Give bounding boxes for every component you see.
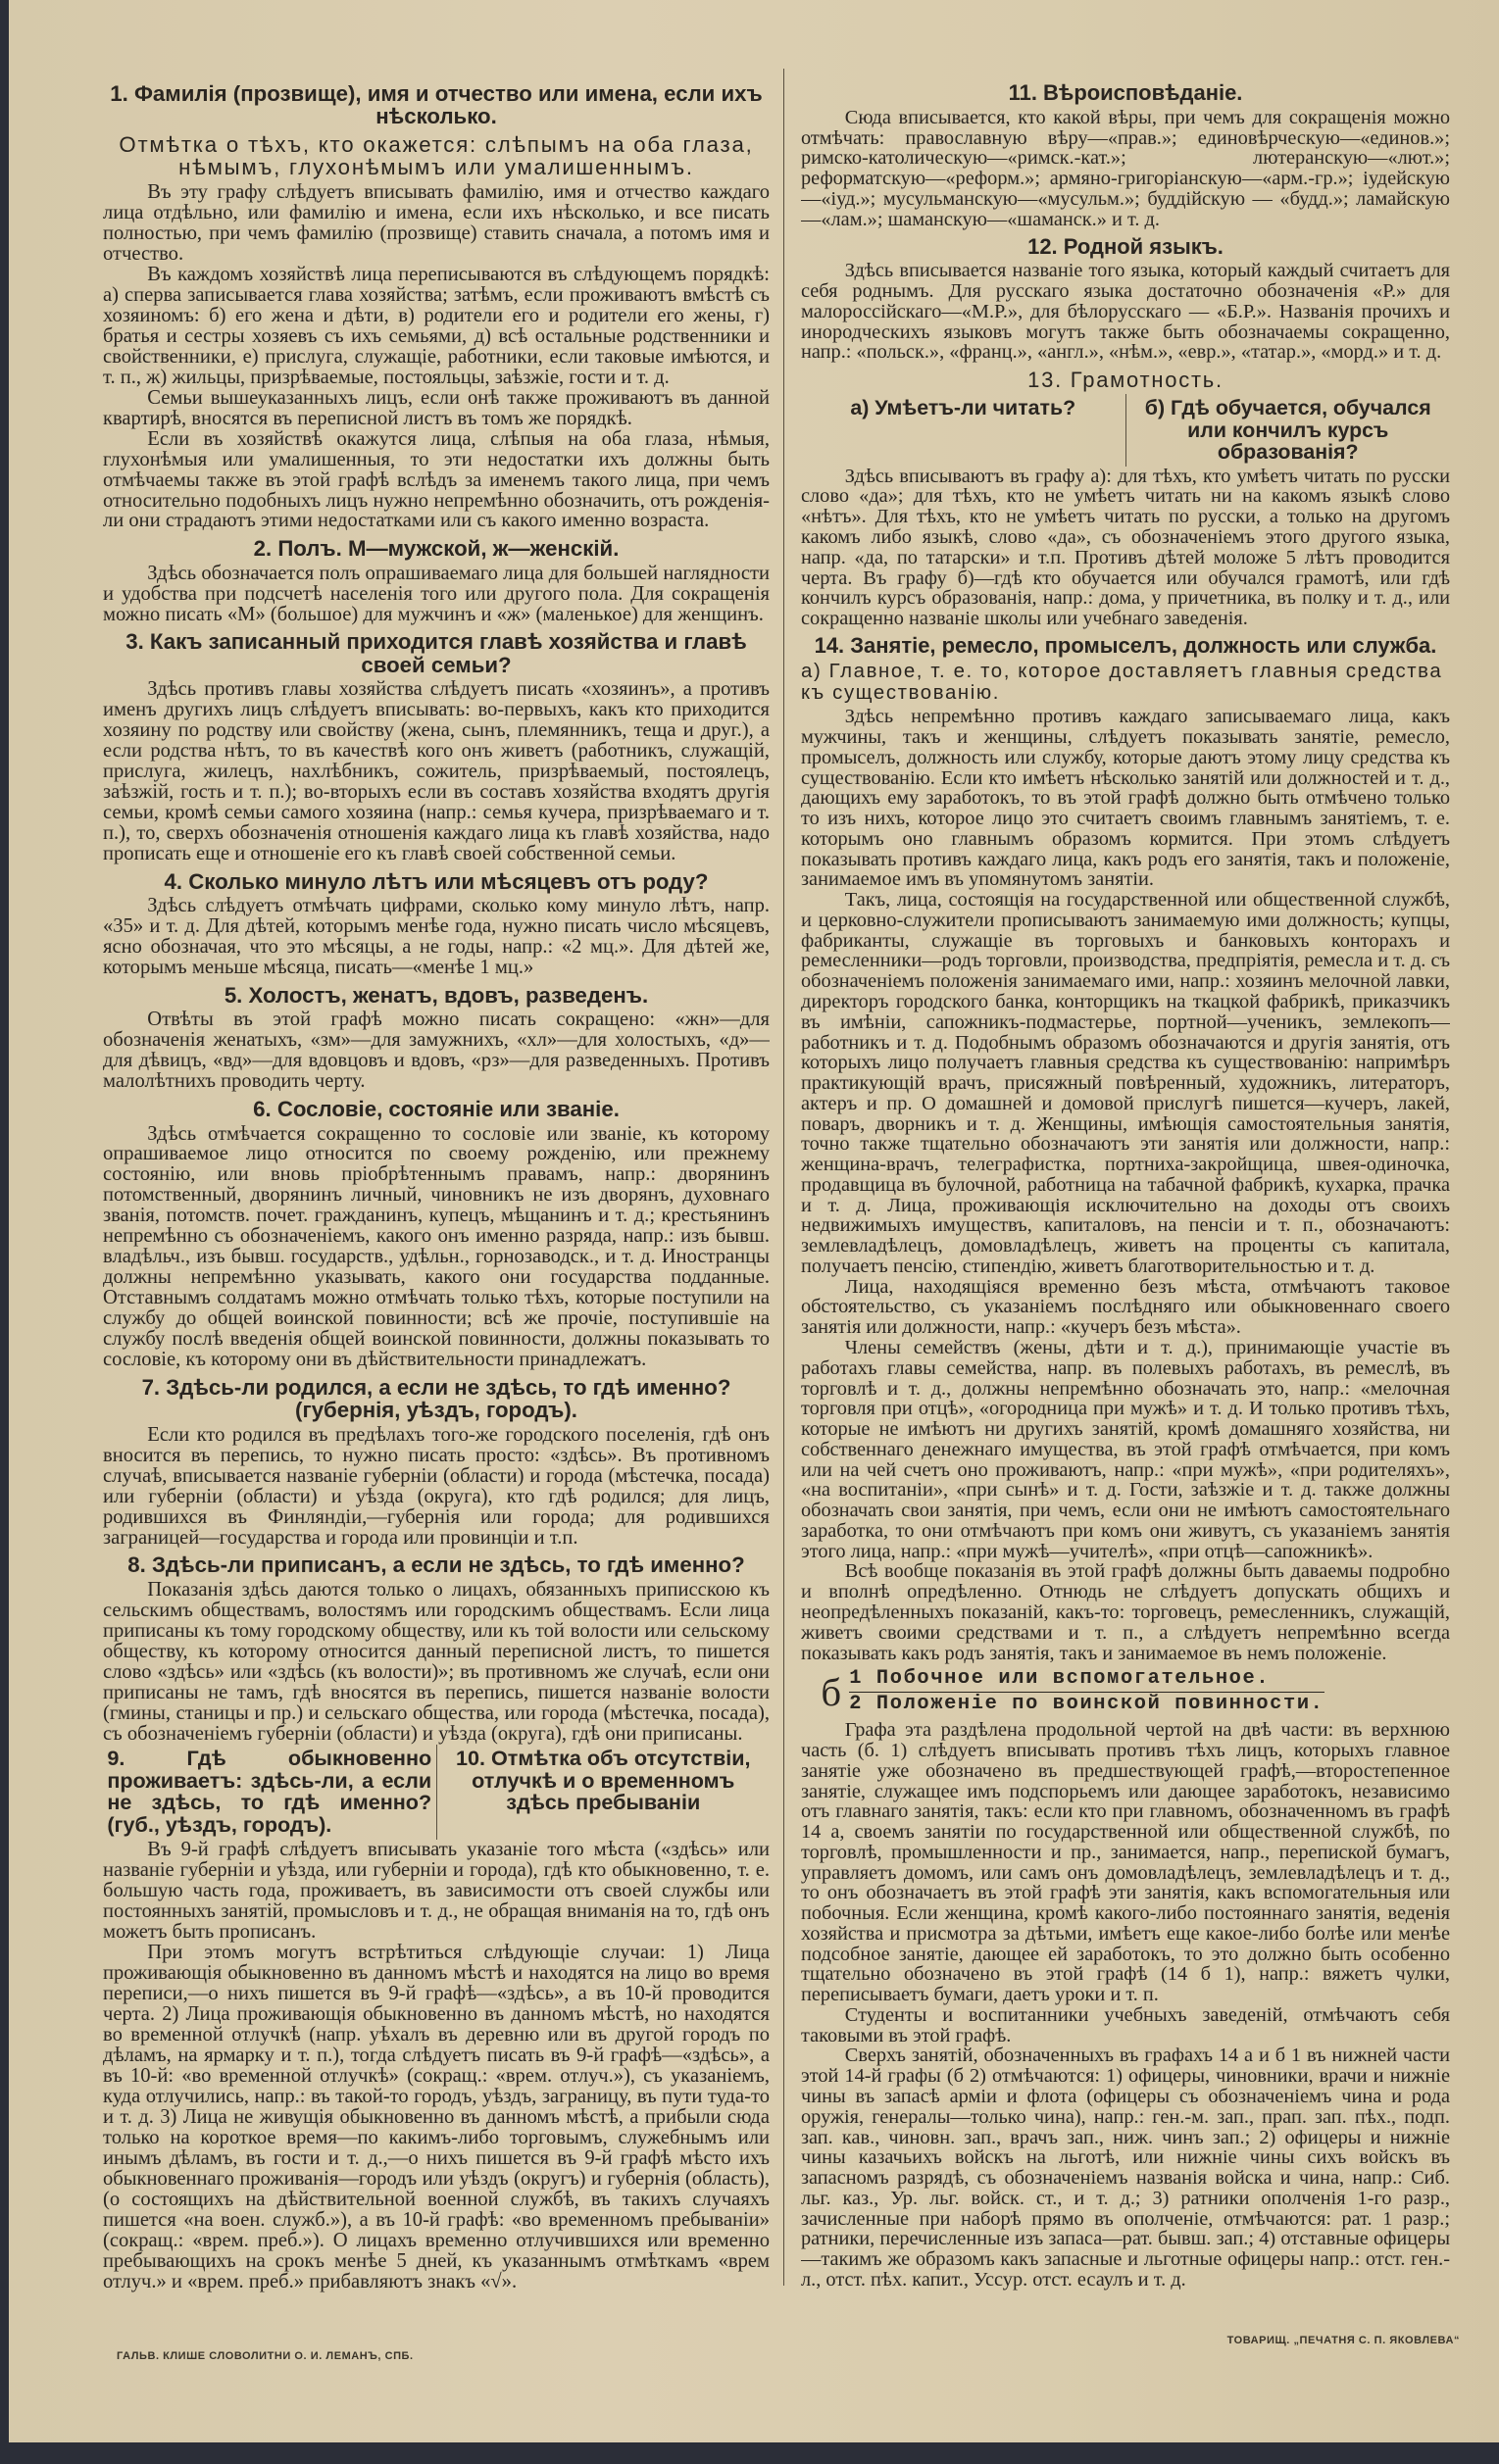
section-12-title: 12. Родной языкъ. bbox=[1027, 233, 1224, 259]
paragraph: Здѣсь противъ главы хозяйства слѣдуетъ писать «хозяинъ», а противъ именъ другихъ лицъ слѣдуетъ вписывать: во-первыхъ, какъ кто приходится хозяину по родству или свойству (жена, сынъ, племянникъ, теща и друг.), а если родства нѣтъ, то въ качествѣ кого онъ живетъ (работникъ, служащій, прислуга, жилецъ, нахлѣбникъ, сожитель, призрѣваемый, постоялецъ, заѣзжій, гость и т. п.); во-вторыхъ если въ составъ хозяйства входятъ другія семьи, кромѣ семьи самого хозяина (напр.: семья кучера, призрѣваемаго и т. п.), то, сверхъ обозначенія отношенія каждаго лица къ главѣ хозяйства, надо прописать еще и отношеніе его къ главѣ своей собственной семьи. bbox=[103, 678, 770, 865]
section-1-title: 1. Фамилія (прозвище), имя и отчество или имена, если ихъ нѣсколько. bbox=[110, 80, 763, 128]
paragraph: При этомъ могутъ встрѣтиться слѣдующіе случаи: 1) Лица проживающія обыкновенно въ данномъ мѣстѣ и находятся на лицо во время переписи,—о нихъ пишется въ 9-й графѣ—«здѣсь», а въ 10-й проводится черта. 2) Лица проживающія обыкновенно въ данномъ мѣстѣ, но находятся во временной отлучкѣ (напр. уѣхалъ въ деревню или въ другой городъ по дѣламъ, на ярмарку и т. п.), тогда слѣдуетъ писать въ 9-й графѣ—«здѣсь», а въ 10-й: «во временной отлучкѣ» (сокращ.: «врем. отлуч.»), съ указаніемъ, куда отлучились, напр.: въ такой-то городъ, уѣздъ, заграницу, въ пути туда-то и т. д. 3) Лица не живущія обыкновенно въ данномъ мѣстѣ, а прибыли сюда только на короткое время—по какимъ-либо торговымъ, служебнымъ или инымъ дѣламъ, въ гости и т. д.,—о нихъ пишется въ 9-й графѣ мѣсто ихъ обыкновеннаго проживанія—городъ или уѣздъ (округъ) и губернія (область), (о состоящихъ на дѣйствительной военной службѣ, въ такихъ случаяхъ пишется «на воен. служб.»), а въ 10-й графѣ: «во временномъ пребываніи» (сокращ.: «врем. преб.»). О лицахъ временно отлучившихся или временно пребывающихъ на срокъ менѣе 5 дней, къ указаннымъ отмѣткамъ «врем отлуч.» и «врем. преб.» прибавляютъ знакъ «√». bbox=[103, 1941, 770, 2292]
section-2-title: 2. Полъ. М—мужской, ж—женскій. bbox=[253, 536, 620, 562]
paragraph: Графа эта раздѣлена продольной чертой на двѣ части: въ верхнюю часть (б. 1) слѣдуетъ вписывать противъ тѣхъ лицъ, которыхъ главное занятіе уже обозначено въ предшествующей графѣ,—второстепенное занятіе, служащее имъ подспорьемъ или дающее заработокъ, независимо отъ главнаго занятія, такъ: если кто при главномъ, обозначенномъ въ графѣ 14 а, своемъ занятіи по государственной или общественной службѣ, по торговлѣ, промышленности и пр., занимается, напр., перепиской бумагъ, управляетъ домомъ, или самъ онъ домовладѣлецъ, землевладѣлецъ и т. д., то онъ обозначаетъ въ этой графѣ эти занятія, какъ вспомогательныя или побочныя. Если женщина, кромѣ какого-либо постояннаго занятія, веденія хозяйства и присмотра за дѣтьми, имѣетъ еще какое-либо болѣе или менѣе подсобное занятіе, дающее ей заработокъ, то это должно быть особенно тщательно обозначено въ этой графѣ (14 б 1), напр.: вяжетъ чулки, переписываетъ бумаги, даетъ уроки и т. п. bbox=[801, 1719, 1450, 2006]
paragraph: Если кто родился въ предѣлахъ того-же городского поселенія, гдѣ онъ вносится въ перепись, то нужно писать просто: «здѣсь». Въ противномъ случаѣ, вписывается названіе губерніи (области) и города (мѣстечка, посада) или губерніи (области) и уѣзда (округа), кто гдѣ родился; для лицъ, родившихся въ Финляндіи,—губернія или города; для родившихся заграницей—государства и города или провинціи и т.п. bbox=[103, 1423, 770, 1549]
section-4-title: 4. Сколько минуло лѣтъ или мѣсяцевъ отъ роду? bbox=[164, 868, 709, 894]
section-14b1-title: 1 Побочное или вспомогательное. bbox=[849, 1667, 1324, 1692]
section-6-title: 6. Сословіе, состояніе или званіе. bbox=[253, 1096, 620, 1121]
section-14b-title bbox=[821, 1667, 1450, 1716]
section-8-title: 8. Здѣсь-ли приписанъ, а если не здѣсь, то гдѣ именно? bbox=[127, 1552, 745, 1578]
left-column bbox=[103, 76, 770, 2299]
paragraph: Члены семействъ (жены, дѣти и т. д.), принимающіе участіе въ работахъ главы семейства, напр. въ полевыхъ работахъ, въ ремеслѣ, въ торговлѣ и т. д., должны непремѣнно обозначать это, напр.: «мелочная торговля при отцѣ», «огородница при мужѣ» и т. д. И только противъ тѣхъ, которые не имѣютъ ни другихъ занятій, кромѣ домашняго хозяйства, ни собственнаго денежнаго имущества, въ этой графѣ отмѣчается, при комъ или на чей счетъ оно проживаютъ, напр.: «при мужѣ», «при родителяхъ», «на воспитаніи», «при сынѣ» и т. д. Гости, заѣзжіе и т. д. также должны обозначать свои занятія, при чемъ, если они не имѣютъ самостоятельнаго заработка, то они отмѣчаютъ при комъ они живутъ, съ указаніемъ занятія этого лица, напр.: «при мужѣ—учителѣ», «при отцѣ—сапожникѣ». bbox=[801, 1337, 1450, 1562]
paragraph: Въ эту графу слѣдуетъ вписывать фамилію, имя и отчество каждаго лица отдѣльно, или фамилію и имена, если ихъ нѣсколько, и все писать полностью, при чемъ фамилію (прозвище) ставить сначала, а потомъ имя и отчество. bbox=[103, 180, 770, 265]
paragraph: Лица, находящіяся временно безъ мѣста, отмѣчаютъ таковое обстоятельство, съ указаніемъ послѣдняго или обыкновеннаго своего занятія или должности, напр.: «кучеръ безъ мѣста». bbox=[801, 1275, 1450, 1339]
paragraph: Студенты и воспитанники учебныхъ заведеній, отмѣчаютъ себя таковыми въ этой графѣ. bbox=[801, 2003, 1450, 2046]
footer-printer-credit: ТОВАРИЩ. „ПЕЧАТНЯ С. П. ЯКОВЛЕВА“ bbox=[1226, 2335, 1460, 2346]
section-5-title: 5. Холостъ, женатъ, вдовъ, разведенъ. bbox=[224, 982, 649, 1008]
column-divider bbox=[783, 69, 784, 2286]
paragraph: Въ 9-й графѣ слѣдуетъ вписывать указаніе того мѣста («здѣсь» или названіе губерніи и уѣзда, или губерніи и города), гдѣ кто обыкновенно, т. е. большую часть года, проживаетъ, въ зависимости отъ своей службы или постоянныхъ занятій, промысловъ и т. д., не обращая вниманія на то, гдѣ онъ можетъ быть прописанъ. bbox=[103, 1839, 770, 1943]
paragraph: Здѣсь обозначается полъ опрашиваемаго лица для большей наглядности и удобства при подсчетѣ населенія того или другого пола. Для сокращенія можно писать «М» (большое) для мужчинъ и «ж» (маленькое) для женщинъ. bbox=[103, 562, 770, 625]
section-3-title: 3. Какъ записанный приходится главѣ хозяйства и главѣ своей семьи? bbox=[125, 629, 747, 677]
section-1-subtitle: Отмѣтка о тѣхъ, кто окажется: слѣпымъ на оба глаза, нѣмымъ, глухонѣмымъ или умалишеннымъ. bbox=[119, 131, 754, 180]
section-14b-letter: б bbox=[821, 1669, 842, 1714]
paragraph: Такъ, лица, состоящія на государственной или общественной службѣ, и церковно-служители прописываютъ занимаемую ими должность; купцы, фабриканты, служащіе въ торговыхъ и банковыхъ конторахъ и ремесленники—родъ торговли, производства, предпріятія, ремесла и т. д. съ обозначеніемъ положенія занимаемаго ими, напр.: хозяинъ мелочной лавки, директоръ городского банка, конторщикъ на ткацкой фабрикѣ, приказчикъ въ имѣніи, сапожникъ-подмастерье, портной—ученикъ, землекопъ—работникъ и т. д. Подобнымъ образомъ обозначаются и другія занятія, отъ которыхъ лицо получаетъ главныя средства къ существованію: напримѣръ практикующій врачъ, присяжный повѣренный, художникъ, литераторъ, актеръ и пр. О домашней и домовой прислугѣ пишется—кучеръ, лакей, поваръ, дворникъ и т. д. Женщины, имѣющія самостоятельныя занятія, точно также тщательно обозначаютъ эти занятія или должности, напр.: женщина-врачъ, телеграфистка, портниха-закройщица, швея-одиночка, продавщица въ булочной, работница на табачной фабрикѣ, кухарка, прачка и т. д. Лица, проживающія исключительно на доходы отъ своихъ недвижимыхъ имуществъ, капиталовъ, на пенсіи и т. п., обозначаютъ: землевладѣлецъ, домовладѣлецъ, живетъ на проценты съ капитала, получаетъ пенсію, стипендію, живетъ благотворительностью и т. д. bbox=[801, 889, 1450, 1277]
paragraph: Здѣсь вписывается названіе того языка, который каждый считаетъ для себя роднымъ. Для русскаго языка достаточно обозначенія «Р.» для малороссійскаго—«М.Р.», для бѣлорусскаго — «Б.Р.». Названія прочихъ и инородческихъ языковъ могутъ также быть обозначаемы сокращенно, напр.: «польск.», «франц.», «англ.», «нѣм.», «евр.», «татар.», «морд.» и т. д. bbox=[801, 260, 1450, 364]
right-column bbox=[801, 76, 1450, 2299]
paragraph: Здѣсь непремѣнно противъ каждаго записываемаго лица, какъ мужчины, такъ и женщины, слѣдуетъ показывать занятіе, ремесло, промыселъ, должность или службу, которые даютъ этому лицу средства къ существованію. Если кто имѣетъ нѣсколько занятій или должностей и т. д., дающихъ ему заработокъ, то въ этой графѣ должно быть отмѣчено только то изъ нихъ, которое лицо это считаетъ своимъ главнымъ занятіемъ, т. е. которымъ оно главнымъ образомъ кормится. При этомъ слѣдуетъ показывать противъ каждаго лица, какъ родъ его занятія, такъ и положеніе, занимаемое имъ въ упомянутомъ занятіи. bbox=[801, 706, 1450, 891]
paragraph: Въ каждомъ хозяйствѣ лица переписываются въ слѣдующемъ порядкѣ: а) сперва записывается глава хозяйства; затѣмъ, если проживаютъ вмѣстѣ съ хозяиномъ: б) его жена и дѣти, в) родители его и родители его жены, г) братья и сестры хозяевъ съ ихъ семьями, д) всѣ остальные родственники и свойственники, е) прислуга, служащіе, работники, если таковые имѣются, и т. п., ж) жильцы, призрѣваемые, постояльцы, заѣзжіе, гости и т. д. bbox=[103, 263, 770, 388]
paragraph: Отвѣты въ этой графѣ можно писать сокращено: «жн»—для обозначенія женатыхъ, «зм»—для замужнихъ, «хл»—для холостыхъ, «д»—для дѣвицъ, «вд»—для вдовцовъ и вдовъ, «рз»—для разведенныхъ. Противъ малолѣтнихъ проводить черту. bbox=[103, 1009, 770, 1093]
paragraph: Если въ хозяйствѣ окажутся лица, слѣпыя на оба глаза, нѣмыя, глухонѣмыя или умалишенныя, то эти недостатки ихъ должны быть отмѣчаемы также въ этой графѣ вслѣдъ за именемъ такого лица, при чемъ относительно подобныхъ лицъ нужно непремѣнно обозначить, отъ рожденія-ли они страдаютъ этими недостатками или съ какого именно возраста. bbox=[103, 427, 770, 532]
paragraph: Здѣсь отмѣчается сокращенно то сословіе или званіе, къ которому опрашиваемое лицо относится по своему рожденію, или прежнему состоянію, или вновь пріобрѣтеннымъ правамъ, напр.: дворянинъ потомственный, дворянинъ личный, чиновникъ не изъ дворянъ, духовнаго званія, потомств. почет. гражданинъ, купецъ, мѣщанинъ и т. д.; крестьянинъ непремѣнно съ обозначеніемъ, какого онъ именно разряда, напр.: изъ бывш. владѣльч., изъ бывш. государств., удѣльн., горнозаводск., и т. д. Иностранцы должны непремѣнно указывать, какого они государства подданные. Отставнымъ солдатамъ можно отмѣчать только тѣхъ, которые поступили на службу до общей воинской повинности; всѣ же прочіе, поступившіе на службу послѣ введенія общей воинской повинности, должны показывать то сословіе, къ которому они въ дѣйствительности принадлежатъ. bbox=[103, 1122, 770, 1371]
section-14a-title: а) Главное, т. е. то, которое доставляетъ главныя средства къ существованію. bbox=[801, 661, 1443, 704]
paragraph: Семьи вышеуказанныхъ лицъ, если онѣ также проживаютъ въ данной квартирѣ, вносятся въ переписной листъ въ томъ же порядкѣ. bbox=[103, 386, 770, 429]
paragraph: Сверхъ занятій, обозначенныхъ въ графахъ 14 а и б 1 въ нижней части этой 14-й графы (б 2) отмѣчаются: 1) офицеры, чиновники, врачи и нижніе чины въ запасѣ арміи и флота (офицеры съ обозначеніемъ чина и рода оружія, генералы—только чина), напр.: ген.-м. зап., прап. зап. пѣх., подп. зап. кав., чиновн. зап., врачъ зап., ниж. чинъ зап.; 2) офицеры и нижніе чины казачьихъ войскъ на льготѣ, или нижніе чины сихъ войскъ въ запасномъ разрядѣ, съ обозначеніемъ названія войска и чина, напр.: Сиб. льг. каз., Ур. льг. войск. ст., и т. д.; 3) ратники ополченія 1-го разр., зачисленные при наборѣ прямо въ ополченіе, отмѣчаются: рат. 1 разр.; ратники, перечисленные изъ запаса—рат. бывш. зап.; 4) отставные офицеры—такимъ же образомъ какъ запасные и льготные офицеры напр.: отст. ген.-л., отст. пѣх. капит., Уссур. отст. есаулъ и т. д. bbox=[801, 2045, 1450, 2291]
section-14-title: 14. Занятіе, ремесло, промыселъ, должность или служба. bbox=[814, 633, 1437, 659]
paragraph: Показанія здѣсь даются только о лицахъ, обязанныхъ приписскою къ сельскимъ обществамъ, волостямъ или городскимъ обществамъ. Если лица приписаны къ тому городскому обществу, или къ той волости или сельскому обществу, къ которому относится данный переписной листъ, то пишется слово «здѣсь» или «здѣсь (къ волости)»; въ противномъ же случаѣ, если они приписаны не тамъ, гдѣ вносятся въ перепись, пишется названіе волости (гмины, станицы и пр.) и сельскаго общества, или города (мѣстечка, посада), съ обозначеніемъ губерніи (области) и уѣзда (округа), гдѣ они приписаны. bbox=[103, 1578, 770, 1745]
paragraph: Сюда вписывается, кто какой вѣры, при чемъ для сокращенія можно отмѣчать: православную вѣру—«прав.»; единовѣрческую—«единов.»; римско-католическую—«римск.-кат.»; лютеранскую—«лют.»; реформатскую—«реформ.»; армяно-григоріанскую—«арм.-гр.»; іудейскую—«іуд.»; мусульманскую—«мусульм.»; буддійскую — «будд.»; ламайскую—«лам.»; шаманскую—«шаманск.» и т. д. bbox=[801, 106, 1450, 230]
footer-typefoundry-credit: ГАЛЬВ. КЛИШЕ СЛОВОЛИТНИ О. И. ЛЕМАНЪ, СПБ. bbox=[117, 2350, 414, 2362]
paragraph: Всѣ вообще показанія въ этой графѣ должны быть даваемы подробно и вполнѣ опредѣленно. Отнюдь не слѣдуетъ допускать общихъ и неопредѣленныхъ показаній, какъ-то: торговецъ, ремесленникъ, служащій, живетъ своими средствами и т. п., а слѣдуетъ непремѣнно всегда показывать какъ родъ занятія, такъ и занимаемое въ немъ положеніе. bbox=[801, 1560, 1450, 1664]
section-9-title: 9. Гдѣ обыкновенно проживаетъ: здѣсь-ли, а если не здѣсь, то гдѣ именно? (губ., уѣздъ, городъ). bbox=[107, 1746, 432, 1838]
section-13-subheaders bbox=[801, 394, 1450, 467]
paragraph: Здѣсь слѣдуетъ отмѣчать цифрами, сколько кому минуло лѣтъ, напр. «35» и т. д. Для дѣтей, которымъ менѣе года, нужно писать число мѣсяцевъ, ясно обозначая, что это мѣсяцы, а не годы, напр.: «2 мц.». Для дѣтей же, которымъ меньше мѣсяца, писать—«менѣе 1 мц.» bbox=[103, 895, 770, 979]
section-13b-title: б) Гдѣ обучается, обучался или кончилъ курсъ образованія? bbox=[1125, 394, 1451, 467]
section-11-title: 11. Вѣроисповѣданіе. bbox=[1008, 80, 1243, 106]
section-13a-title: а) Умѣетъ-ли читать? bbox=[850, 396, 1076, 420]
section-13-title: 13. Грамотность. bbox=[1027, 367, 1224, 392]
section-7-title: 7. Здѣсь-ли родился, а если не здѣсь, то гдѣ именно? (губернія, уѣздъ, городъ). bbox=[141, 1374, 731, 1423]
sections-9-10-header bbox=[103, 1745, 770, 1840]
section-14b2-title: 2 Положеніе по воинской повинности. bbox=[849, 1692, 1324, 1715]
section-10-title: 10. Отмѣтка объ отсутствіи, отлучкѣ и о временномъ здѣсь пребываніи bbox=[436, 1745, 771, 1840]
census-instruction-sheet bbox=[9, 0, 1499, 2442]
paragraph: Здѣсь вписываютъ въ графу а): для тѣхъ, кто умѣетъ читать по русски слово «да»; для тѣхъ, кто не умѣетъ читать ни на какомъ языкѣ слово «нѣтъ». Для тѣхъ, кто не умѣетъ читать по русски, а только на другомъ какомъ либо языкѣ, слово «да», съ обозначеніемъ этого другого языка, напр. «да, по татарски» и т.п. Противъ дѣтей моложе 5 лѣтъ проводится черта. Въ графу б)—гдѣ кто обучается или обучался грамотѣ, или гдѣ кончилъ курсъ образованія, напр.: дома, у причетника, въ полку и т. д., или сокращенно названіе школы или учебнаго заведенія. bbox=[801, 465, 1450, 630]
